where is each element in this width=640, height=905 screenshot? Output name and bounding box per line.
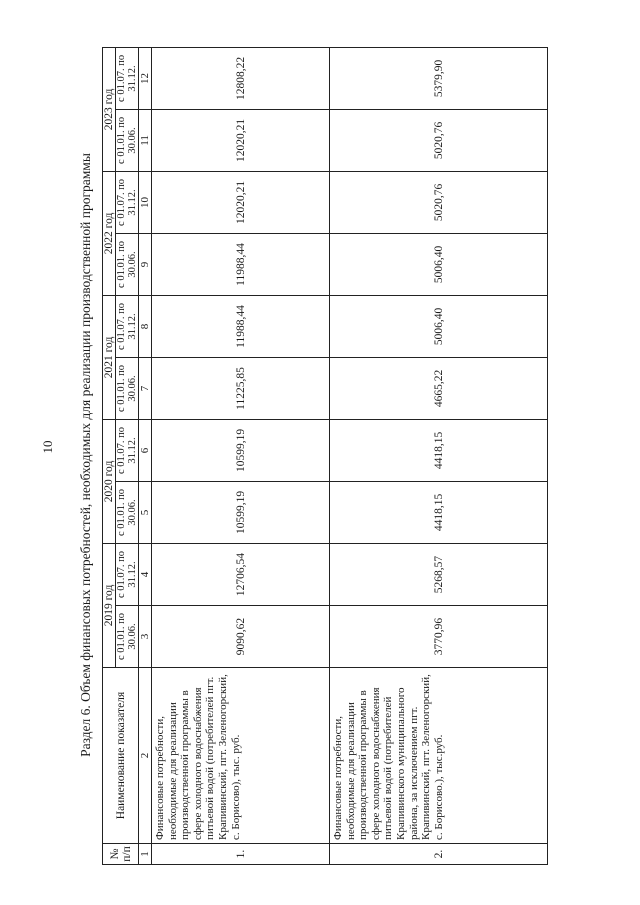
row-value: 4665,22 <box>330 357 548 419</box>
column-number: 4 <box>139 543 152 605</box>
row-name: Финансовые потребности, необходимые для реализации производственной программы в сфере холодного водоснабжения питьевой водой (потребителей Крапивинского муниципального района, за исключением пгт. Крапивинский, пгт. Зеленогорский, с. Борисово.), тыс.руб. <box>330 668 548 844</box>
header-year: 2021 год <box>103 295 116 419</box>
row-value: 12020,21 <box>152 171 330 233</box>
row-value: 11988,44 <box>152 295 330 357</box>
header-year: 2019 год <box>103 543 116 667</box>
column-number: 1 <box>139 844 152 865</box>
row-value: 9090,62 <box>152 606 330 668</box>
column-number: 10 <box>139 171 152 233</box>
row-value: 4418,15 <box>330 481 548 543</box>
row-value: 12706,54 <box>152 543 330 605</box>
header-half: с 01.07. по 31.12. <box>116 543 139 605</box>
column-number: 8 <box>139 295 152 357</box>
row-value: 5379,90 <box>330 47 548 109</box>
header-half: с 01.01. по 30.06. <box>116 606 139 668</box>
row-value: 10599,19 <box>152 419 330 481</box>
row-value: 11225,85 <box>152 357 330 419</box>
header-half: с 01.01. по 30.06. <box>116 109 139 171</box>
row-value: 5006,40 <box>330 233 548 295</box>
header-half: с 01.01. по 30.06. <box>116 481 139 543</box>
column-number: 6 <box>139 419 152 481</box>
header-half: с 01.07. по 31.12. <box>116 47 139 109</box>
header-half: с 01.07. по 31.12. <box>116 419 139 481</box>
header-half: с 01.01. по 30.06. <box>116 357 139 419</box>
header-half: с 01.07. по 31.12. <box>116 171 139 233</box>
section-title: Раздел 6. Объем финансовых потребностей, необходимых для реализации производственной программы <box>78 153 93 757</box>
row-value: 5268,57 <box>330 543 548 605</box>
financial-needs-table <box>102 47 548 865</box>
row-value: 12020,21 <box>152 109 330 171</box>
row-value: 5006,40 <box>330 295 548 357</box>
row-value: 12808,22 <box>152 47 330 109</box>
row-value: 5020,76 <box>330 109 548 171</box>
row-value: 5020,76 <box>330 171 548 233</box>
column-number: 3 <box>139 606 152 668</box>
row-value: 11988,44 <box>152 233 330 295</box>
column-number: 12 <box>139 47 152 109</box>
page-number: 10 <box>40 440 55 454</box>
table-row <box>152 47 330 864</box>
row-value: 3770,96 <box>330 606 548 668</box>
header-year: 2022 год <box>103 171 116 295</box>
header-row-years <box>103 47 116 864</box>
column-number: 5 <box>139 481 152 543</box>
table-row <box>330 47 548 864</box>
row-number: 2. <box>330 844 548 865</box>
header-no: № п/п <box>103 844 139 865</box>
row-value: 10599,19 <box>152 481 330 543</box>
column-number: 7 <box>139 357 152 419</box>
header-name: Наименование показателя <box>103 668 139 844</box>
header-year: 2023 год <box>103 47 116 171</box>
column-number: 9 <box>139 233 152 295</box>
column-number: 11 <box>139 109 152 171</box>
header-half: с 01.07. по 31.12. <box>116 295 139 357</box>
header-half: с 01.01. по 30.06. <box>116 233 139 295</box>
row-number: 1. <box>152 844 330 865</box>
row-name: Финансовые потребности, необходимые для реализации производственной программы в сфере холодного водоснабжения питьевой водой (потребителей пгт. Крапивинский, пгт. Зеленогорский, с. Борисово), тыс. руб. <box>152 668 330 844</box>
column-number: 2 <box>139 668 152 844</box>
header-year: 2020 год <box>103 419 116 543</box>
header-row-column-numbers <box>139 47 152 864</box>
row-value: 4418,15 <box>330 419 548 481</box>
